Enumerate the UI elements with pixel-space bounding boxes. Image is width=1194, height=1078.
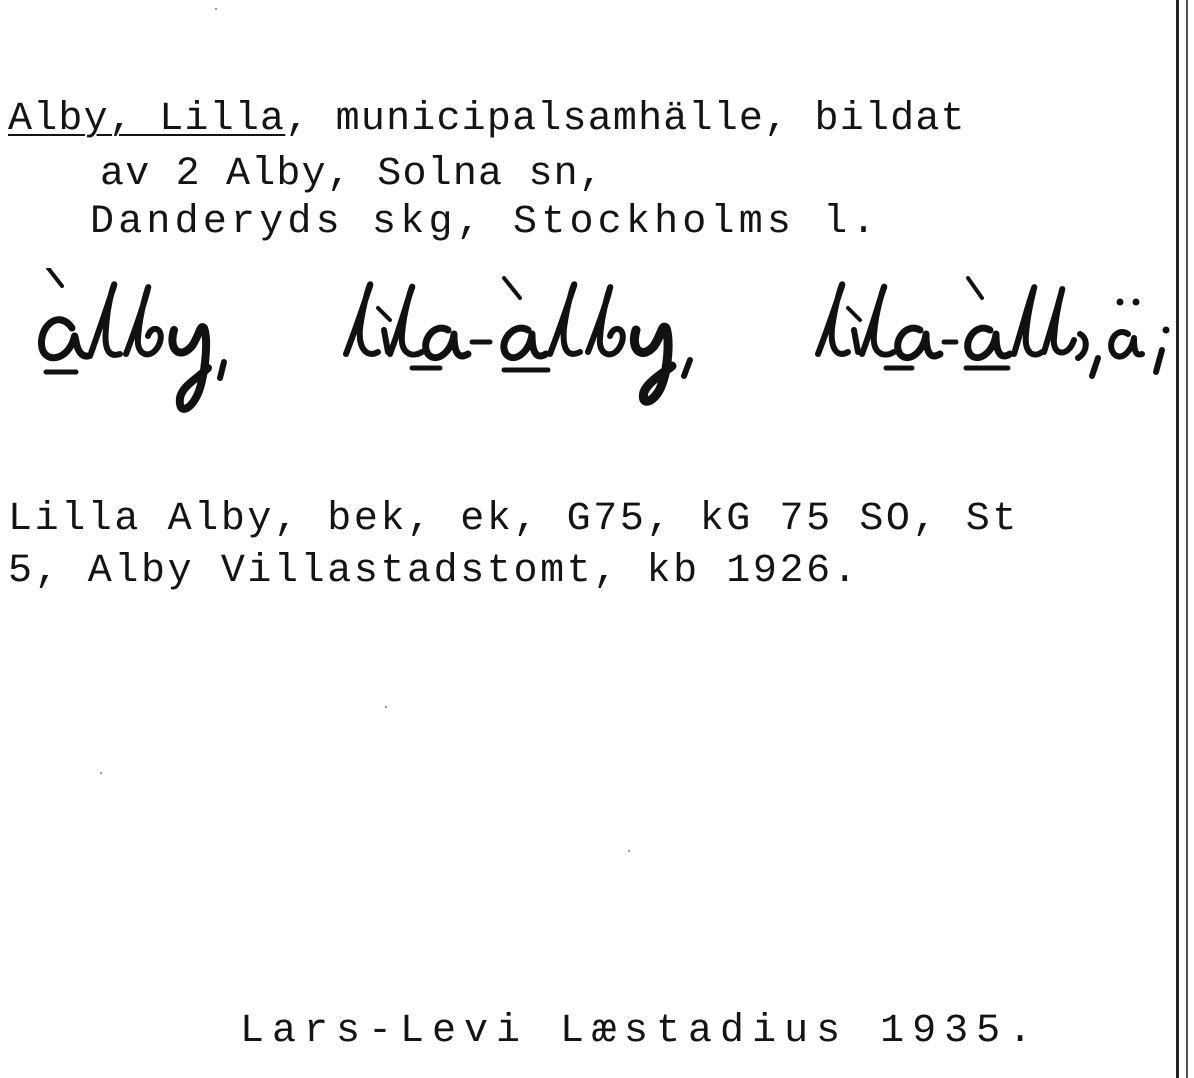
card-edge-line	[1176, 0, 1179, 1078]
entry-line-1-rest: , municipalsamhälle, bildat	[285, 97, 966, 142]
entry-line-2: av 2 Alby, Solna sn,	[100, 152, 605, 197]
source-line-1: Lilla Alby, bek, ek, G75, kG 75 SO, St	[8, 497, 1019, 542]
entry-line-1	[8, 97, 966, 142]
source-line-2: 5, Alby Villastadstomt, kb 1926.	[8, 549, 860, 594]
entry-line-3: Danderyds skg, Stockholms l.	[90, 200, 880, 245]
handwritten-pronunciation	[28, 268, 1178, 428]
speck	[215, 8, 217, 10]
speck	[628, 850, 630, 852]
headword: Alby, Lilla	[8, 97, 286, 142]
card-edge-line-outer	[1186, 0, 1188, 1078]
signature: Lars-Levi Læstadius 1935.	[240, 1009, 1041, 1054]
speck	[100, 772, 102, 774]
speck	[385, 706, 387, 708]
